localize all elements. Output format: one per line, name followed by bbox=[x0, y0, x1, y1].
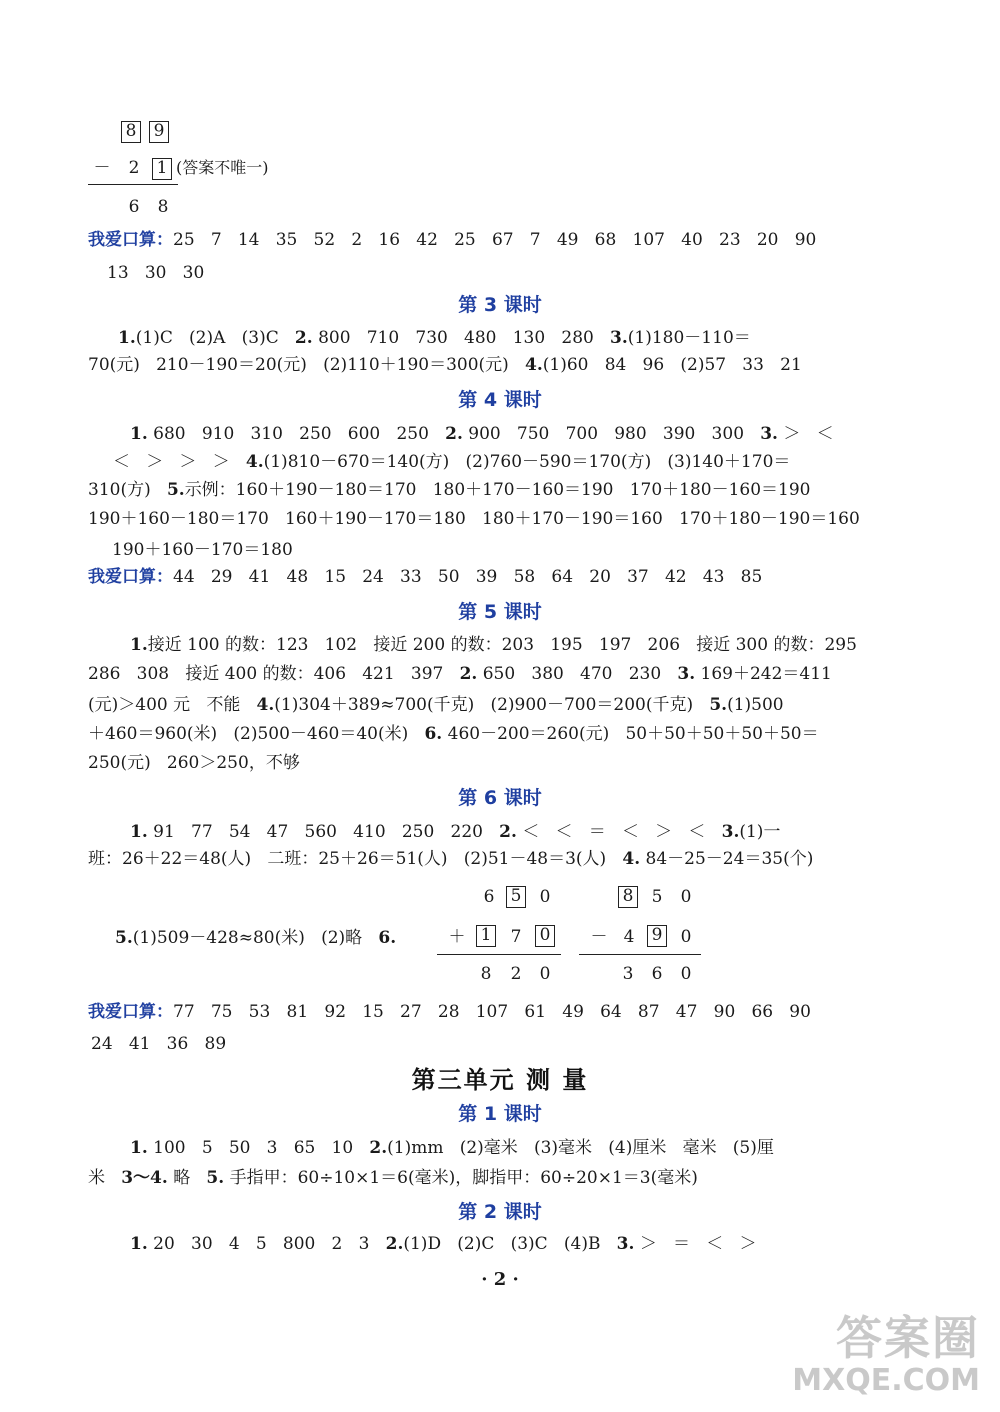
answer-line: 米 3～4. 略 5. 手指甲：60÷10×1＝6(毫米)，脚指甲：60÷20×1＝3(毫米) bbox=[88, 1168, 698, 1188]
digit: 0 bbox=[539, 964, 551, 984]
answer-line: 1. 20 30 4 5 800 2 3 2.(1)D (2)C (3)C (4)B 3. ＞ ＝ ＜ ＞ bbox=[130, 1234, 757, 1254]
digit-box: 8 bbox=[121, 121, 141, 143]
answer-line: (元)＞400 元 不能 4.(1)304＋389≈700(千克) (2)900－700＝200(千克) 5.(1)500 bbox=[88, 695, 784, 715]
answer-line: 190＋160－170＝180 bbox=[112, 540, 293, 560]
digit: 8 bbox=[157, 197, 169, 217]
digit-box: 1 bbox=[152, 158, 172, 180]
page-number: · 2 · bbox=[481, 1269, 519, 1290]
oral-values: 77 75 53 81 92 15 27 28 107 61 49 64 87 47 90 66 90 bbox=[173, 1002, 811, 1022]
oral-values: 25 7 14 35 52 2 16 42 25 67 7 49 68 107 40 23 20 90 bbox=[173, 230, 817, 250]
answer-line: 70(元) 210－190＝20(元) (2)110＋190＝300(元) 4.(1)60 84 96 (2)57 33 21 bbox=[88, 355, 802, 375]
answer-line: 286 308 接近 400 的数：406 421 397 2. 650 380 470 230 3. 169＋242＝411 bbox=[88, 664, 832, 684]
oral-values: 44 29 41 48 15 24 33 50 39 58 64 20 37 42 43 85 bbox=[173, 567, 763, 587]
watermark-url: MXQE.COM bbox=[792, 1363, 980, 1398]
oral-line: 24 41 36 89 bbox=[91, 1034, 227, 1054]
answer-note: (答案不唯一) bbox=[176, 158, 269, 177]
digit-box: 1 bbox=[476, 925, 496, 947]
lesson-title: 第 3 课时 bbox=[458, 294, 542, 316]
answer-line: ＜ ＞ ＞ ＞ 4.(1)810－670＝140(方) (2)760－590＝170(方) (3)140＋170＝ bbox=[113, 452, 791, 472]
digit: 2 bbox=[510, 964, 522, 984]
lesson-title: 第 5 课时 bbox=[458, 601, 542, 623]
lesson-title: 第 1 课时 bbox=[458, 1103, 542, 1125]
answer-line: 1. 100 5 50 3 65 10 2.(1)mm (2)毫米 (3)毫米 (4)厘米 毫米 (5)厘 bbox=[130, 1138, 774, 1158]
digit: 3 bbox=[622, 964, 634, 984]
digit-box: 5 bbox=[506, 886, 526, 908]
answer-line: 250(元) 260＞250，不够 bbox=[88, 753, 300, 773]
digit-box: 9 bbox=[647, 925, 667, 947]
watermark bbox=[792, 1312, 980, 1398]
digit: 6 bbox=[483, 887, 495, 907]
oral-line bbox=[88, 566, 762, 588]
lesson-title: 第 6 课时 bbox=[458, 787, 542, 809]
digit: 8 bbox=[480, 964, 492, 984]
minus-sign: － bbox=[590, 927, 608, 947]
answer-line: 1.接近 100 的数：123 102 接近 200 的数：203 195 197 206 接近 300 的数：295 bbox=[130, 635, 857, 655]
unit-title: 第三单元 测 量 bbox=[411, 1066, 589, 1094]
answer-line: 1. 91 77 54 47 560 410 250 220 2. ＜ ＜ ＝ ＜ ＞ ＜ 3.(1)一 bbox=[130, 822, 781, 842]
answer-line: 310(方) 5.示例：160＋190－180＝170 180＋170－160＝190 170＋180－160＝190 bbox=[88, 480, 811, 500]
digit: 6 bbox=[651, 964, 663, 984]
digit: 5 bbox=[651, 887, 663, 907]
lesson-title: 第 2 课时 bbox=[458, 1201, 542, 1223]
answer-line: 5.(1)509－428≈80(米) (2)略 6. bbox=[115, 928, 397, 948]
sum-rule bbox=[579, 954, 701, 955]
sum-rule bbox=[437, 954, 561, 955]
plus-sign: ＋ bbox=[448, 927, 466, 947]
answer-line: 1.(1)C (2)A (3)C 2. 800 710 730 480 130 280 3.(1)180－110＝ bbox=[118, 328, 751, 348]
digit: 7 bbox=[510, 927, 522, 947]
digit: 0 bbox=[539, 887, 551, 907]
oral-line bbox=[88, 1001, 811, 1023]
sum-rule bbox=[88, 184, 178, 185]
oral-label: 我爱口算： bbox=[88, 230, 173, 250]
oral-line: 13 30 30 bbox=[107, 263, 205, 283]
oral-label: 我爱口算： bbox=[88, 567, 173, 587]
digit: 0 bbox=[680, 964, 692, 984]
digit-box: 0 bbox=[535, 925, 555, 947]
answer-line: 1. 680 910 310 250 600 250 2. 900 750 700 980 390 300 3. ＞ ＜ bbox=[130, 424, 834, 444]
minus-sign: － bbox=[93, 158, 111, 178]
oral-line bbox=[88, 229, 816, 251]
digit: 4 bbox=[623, 927, 635, 947]
answer-line: 190＋160－180＝170 160＋190－170＝180 180＋170－190＝160 170＋180－190＝160 bbox=[88, 509, 860, 529]
digit-box: 9 bbox=[149, 121, 169, 143]
digit: 0 bbox=[680, 887, 692, 907]
digit: 6 bbox=[128, 197, 140, 217]
answer-line: ＋460＝960(米) (2)500－460＝40(米) 6. 460－200＝260(元) 50＋50＋50＋50＋50＝ bbox=[88, 724, 819, 744]
answer-line: 班：26＋22＝48(人) 二班：25＋26＝51(人) (2)51－48＝3(人) 4. 84－25－24＝35(个) bbox=[88, 849, 814, 869]
digit-box: 8 bbox=[618, 886, 638, 908]
lesson-title: 第 4 课时 bbox=[458, 389, 542, 411]
watermark-logo: 答案圈 bbox=[836, 1311, 980, 1365]
digit: 2 bbox=[128, 158, 140, 178]
oral-label: 我爱口算： bbox=[88, 1002, 173, 1022]
digit: 0 bbox=[680, 927, 692, 947]
